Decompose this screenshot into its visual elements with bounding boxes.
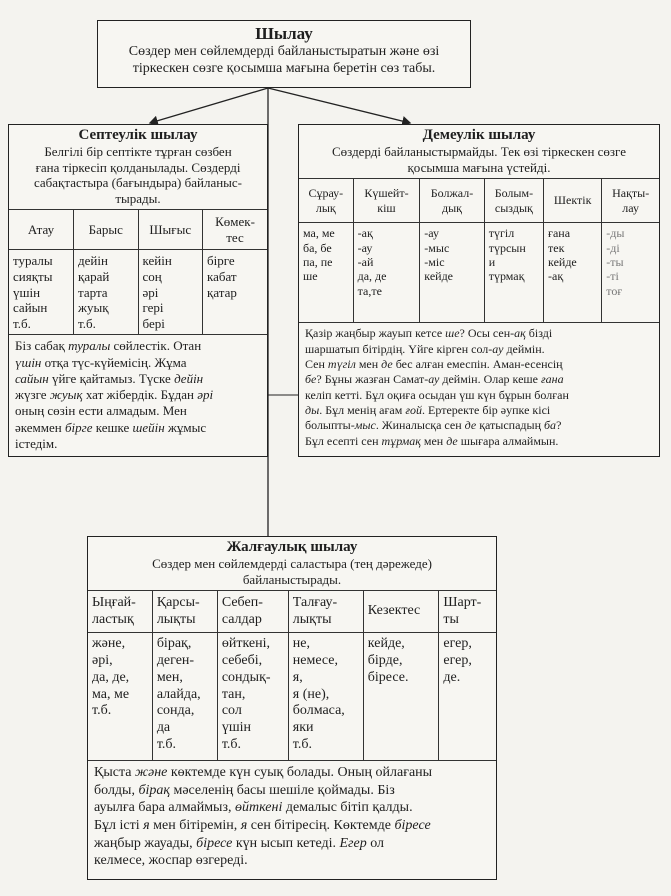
cell-word: -ді [606,240,620,255]
example-line [94,835,490,853]
zhalgaulik-title: Жалғаулық шылау [226,539,358,555]
cell-word: және, [92,636,126,652]
example-line [305,388,653,403]
cell-word: не, [292,636,310,652]
demeulik-col-header [544,179,602,223]
example-text: істедім. [15,435,58,451]
example-line [305,372,653,387]
cell-word: -ау [357,240,373,255]
demeulik-col-header-text: Болым- сыздық [494,186,534,215]
cell-word: қарай [78,268,110,284]
example-text: жұмыс [164,419,207,435]
cell-word: да, де, [92,669,130,685]
example-text: шығара алмаймын. [457,433,559,448]
example-line [305,326,653,341]
arrow-to-septeulik [150,88,268,123]
example-particle: сайын [15,370,49,386]
example-particle: өйткені [235,800,283,816]
cell-word: өйткені, [221,636,270,652]
root-desc-line: Сөздер мен сөйлемдерді байланыстыратын және өзі [128,44,440,59]
example-text: Бұл істі [94,818,144,834]
example-text: келмесе, жоспар өзгереді. [94,853,248,869]
septeulik-examples [9,335,267,455]
example-text: мен [420,433,447,448]
root-description [98,44,470,78]
example-line [94,799,490,817]
demeulik-col-header-text: Күшейт- кіш [364,186,409,215]
cell-word: сайын [13,300,48,316]
cell-word: түгіл [488,226,515,241]
example-text: үйге қайтамыз. Түске [48,370,175,386]
cell-word: сондық- [221,669,271,685]
example-particle: туралы [68,338,111,354]
cell-word: бірақ, [156,636,192,652]
cell-word: әрі [142,284,159,300]
demeulik-col-header [602,179,659,223]
cell-word: ма, ме [92,686,130,702]
septeulik-desc-line: тырады. [115,190,161,206]
demeulik-col-header [420,179,484,223]
example-text: деймін. [503,341,545,356]
example-particle: ау [492,341,504,356]
cell-word: егер, [443,652,472,668]
root-desc-line: тіркескен сөзге қосымша мағына беретін сөз табы. [132,60,436,76]
cell-word: соң [142,268,162,284]
zhalgaulik-col-header [88,591,152,633]
cell-word: -ты [606,254,624,269]
cell-word: -ай [357,254,374,269]
cell-word: қатар [207,284,237,300]
example-text: мен бітіремін, [149,818,241,834]
cell-word: -ақ [357,226,373,241]
example-particle: үшін [15,354,42,370]
cell-word: т.б. [292,736,312,752]
cell-word: т.б. [78,315,96,331]
demeulik-col-header-text: Нақты- лау [612,186,650,215]
cell-word: түрмақ [488,269,525,284]
example-text: кешке [92,419,133,435]
example-line [305,357,653,372]
example-text: хат жібердік. Бұдан [82,387,198,403]
demeulik-cell [544,223,602,323]
example-text: болыпты- [305,418,355,433]
zhalgaulik-col-header-text: Қарсы- лықты [156,594,200,627]
cell-word: егер, [443,636,472,652]
demeulik-title: Демеулік шылау [422,127,536,143]
example-particle: я [240,818,248,834]
cell-word: деген- [156,652,195,668]
demeulik-cell [299,223,353,323]
example-line [15,355,261,371]
septeulik-values-row [9,250,267,335]
zhalgaulik-col-header [152,591,217,633]
cell-word: да, де [357,269,387,284]
septeulik-col-header: Атау [9,210,74,250]
zhalgaulik-values-row [88,633,496,761]
cell-word: -ақ [548,269,564,284]
zhalgaulik-col-header-text: Талғау- лықты [292,594,338,627]
example-line [15,387,261,403]
zhalgaulik-table [88,590,496,761]
demeulik-col-header [353,179,420,223]
example-line [305,403,653,418]
zhalgaulik-cell [88,633,152,761]
zhalgaulik-examples [88,761,496,873]
example-text: мәселенің басы шешіле қоймады. Біз [169,782,395,798]
cell-word: туралы [13,253,53,269]
septeulik-box [8,124,268,457]
cell-word: -ды [606,226,625,241]
example-line [305,418,653,433]
root-box [97,20,471,88]
demeulik-box [298,124,660,457]
example-particle: шейін [132,419,165,435]
example-line [94,817,490,835]
septeulik-header-row [9,210,267,250]
cell-word: біресе. [367,669,409,685]
septeulik-desc-line: сабақтастыра (бағындыра) байланыс- [33,175,243,191]
example-text: Қыста [94,765,135,781]
septeulik-col-header: Шығыс [138,210,203,250]
demeulik-col-header [484,179,543,223]
septeulik-cell [9,250,74,335]
example-line [305,434,653,449]
example-text: күн ысып кетеді. [232,835,340,851]
example-line [15,371,261,387]
zhalgaulik-cell [288,633,363,761]
example-particle: біресе [196,835,233,851]
example-text: жүзге [15,387,50,403]
example-particle: және [134,765,168,781]
septeulik-desc-line: ғана тіркесіп қолданылады. Сөздерді [35,159,241,175]
zhalgaulik-col-header [363,591,439,633]
example-text: ? Осы сен- [459,326,515,341]
septeulik-title: Септеулік шылау [78,127,198,143]
cell-word: ше [303,269,318,284]
zhalgaulik-description [88,556,496,590]
demeulik-col-header-text: Шектік [553,193,592,208]
example-text: әкеммен [15,419,65,435]
example-particle: я [143,818,150,834]
example-text: Бұл есепті сен [305,433,382,448]
example-text: қатыспадың [476,418,545,433]
cell-word: бірге [207,253,235,269]
example-text: деймін. Олар кеше [439,372,541,387]
cell-word: сонда, [156,703,195,719]
cell-word: бері [142,315,165,331]
septeulik-cell [74,250,139,335]
zhalgaulik-desc-line: Сөздер мен сөйлемдерді саластыра (тең дәрежеде) [152,556,432,571]
cell-word: дейін [78,253,108,269]
cell-word: -ау [424,226,440,241]
zhalgaulik-desc-line: байланыстырады. [242,571,342,587]
example-line [15,338,261,354]
demeulik-desc-line: Сөздерді байланыстырмайды. Тек өзі тіркескен сөзге [332,144,626,159]
example-particle: ды [305,402,320,417]
example-line [15,420,261,436]
example-text: Қазір жаңбыр жауып кетсе [305,326,446,341]
zhalgaulik-col-header-text: Ыңғай- ластық [92,594,136,627]
example-line [94,764,490,782]
cell-word: үшін [221,720,251,736]
cell-word: -міс [424,254,445,269]
demeulik-description [299,144,659,178]
cell-word: тоғ [606,283,623,298]
demeulik-col-header-text: Сұрау- лық [308,186,344,215]
example-text: демалыс бітіп қалды. [282,800,413,816]
septeulik-col-header-text: Көмек- тес [215,214,255,245]
zhalgaulik-cell [152,633,217,761]
cell-word: яки [292,720,314,736]
example-text: отқа түс-күйемісің. Жұма [41,354,187,370]
example-text: мен [355,356,382,371]
cell-word: ба, бе [303,240,332,255]
example-line [94,782,490,800]
cell-word: мен, [156,669,183,685]
example-text: болды, [94,782,139,798]
example-text: көктемде күн суық болады. Оның ойлағаны [167,765,433,781]
cell-word: әрі, [92,652,113,668]
cell-word: тек [548,240,565,255]
zhalgaulik-cell [439,633,496,761]
zhalgaulik-col-header-text: Шарт- ты [443,594,482,627]
example-line [94,852,490,870]
example-line [15,403,261,419]
example-text: бес алған емеспін. Аман-есенсің [392,356,563,371]
septeulik-description [9,144,267,209]
cell-word: болмаса, [292,703,345,719]
cell-word: бірде, [367,652,403,668]
example-text: ? [556,418,562,433]
zhalgaulik-col-header-text: Кезектес [367,603,421,619]
septeulik-col-header [203,210,268,250]
example-particle: де [381,356,393,371]
cell-word: я, [292,669,303,685]
cell-word: ғана [548,226,571,241]
cell-word: алайда, [156,686,201,702]
example-text: сөйлестік. Отан [110,338,202,354]
cell-word: сол [221,703,242,719]
cell-word: т.б. [92,703,112,719]
cell-word: я (не), [292,686,330,702]
demeulik-cell [484,223,543,323]
zhalgaulik-cell [363,633,439,761]
cell-word: т.б. [221,736,242,752]
example-text: келіп кетті. Бұл оқиға осыдан үш күн бұрын болған [305,387,569,402]
example-particle: бе [305,372,317,387]
example-text: шаршатып бітірдің. Үйге кірген сол- [305,341,493,356]
cell-word: кейде, [367,636,405,652]
example-text: Сен [305,356,328,371]
cell-word: гері [142,300,164,316]
example-text: бізді [525,326,553,341]
example-text: . Жиналысқа сен [375,418,465,433]
demeulik-values-row [299,223,659,323]
example-particle: ба [544,418,557,433]
example-text: Біз сабақ [15,338,69,354]
cell-word: тарта [78,284,108,300]
zhalgaulik-col-header [439,591,496,633]
example-text: сен бітіресің. Көктемде [247,818,395,834]
cell-word: сияқты [13,268,53,284]
zhalgaulik-header-row [88,591,496,633]
example-particle: бірақ [138,782,170,798]
example-text: . Бұл менің ағам [319,402,406,417]
example-particle: біресе [394,818,431,834]
root-title: Шылау [255,24,313,43]
zhalgaulik-cell [217,633,288,761]
cell-word: -ті [606,269,619,284]
septeulik-col-header: Барыс [74,210,139,250]
cell-word: кейін [142,253,172,269]
cell-word: кабат [207,268,237,284]
example-particle: түгіл [327,356,356,371]
example-particle: ау [428,372,440,387]
cell-word: немесе, [292,652,339,668]
example-particle: әрі [197,387,214,403]
example-particle: ше [445,326,460,341]
example-particle: ғана [540,372,564,387]
demeulik-table [299,178,659,323]
example-text: ауылға бара алмаймыз, [94,800,235,816]
demeulik-examples [299,323,659,452]
cell-word: кейде [548,254,577,269]
example-particle: мыс [354,418,376,433]
zhalgaulik-col-header [288,591,363,633]
cell-word: себебі, [221,652,263,668]
example-particle: тұрмақ [381,433,421,448]
demeulik-header-row [299,179,659,223]
cell-word: па, пе [303,254,333,269]
cell-word: кейде [424,269,454,284]
cell-word: т.б. [13,315,31,331]
demeulik-cell [420,223,484,323]
example-line [305,342,653,357]
zhalgaulik-col-header-text: Себеп- салдар [221,594,263,627]
demeulik-col-header [299,179,353,223]
example-text: ? Бұны жазған Самат- [316,372,429,387]
demeulik-desc-line: қосымша мағына үстейді. [407,159,551,175]
cell-word: үшін [13,284,41,300]
cell-word: тан, [221,686,246,702]
septeulik-cell [203,250,268,335]
cell-word: де. [443,669,461,685]
example-text: жаңбыр жауады, [94,835,197,851]
zhalgaulik-col-header [217,591,288,633]
cell-word: -мыс [424,240,450,255]
cell-word: и [488,254,496,269]
cell-word: т.б. [156,736,177,752]
demeulik-cell [602,223,659,323]
cell-word: ма, ме [303,226,335,241]
example-particle: ақ [514,326,526,341]
cell-word: түрсын [488,240,526,255]
cell-word: та,те [357,283,382,298]
arrow-to-demeulik [268,88,410,123]
demeulik-col-header-text: Болжал- дық [430,186,474,215]
example-text: ол [366,835,385,851]
example-particle: жуық [49,387,83,403]
cell-word: да [156,720,171,736]
example-text: оның сөзін ести алмадым. Мен [15,403,187,419]
demeulik-cell [353,223,420,323]
zhalgaulik-box [87,536,497,880]
example-particle: ғой [405,402,423,417]
example-particle: бірге [64,419,93,435]
example-particle: дейін [174,370,204,386]
example-particle: де [446,433,458,448]
septeulik-table [9,209,267,335]
example-particle: Егер [339,835,367,851]
example-particle: де [464,418,477,433]
example-line [15,436,261,452]
septeulik-cell [138,250,203,335]
example-text: . Ертеректе бір әупке кісі [422,402,551,417]
cell-word: жуық [78,300,109,316]
septeulik-desc-line: Белгілі бір септікте тұрған сөзбен [44,144,232,159]
